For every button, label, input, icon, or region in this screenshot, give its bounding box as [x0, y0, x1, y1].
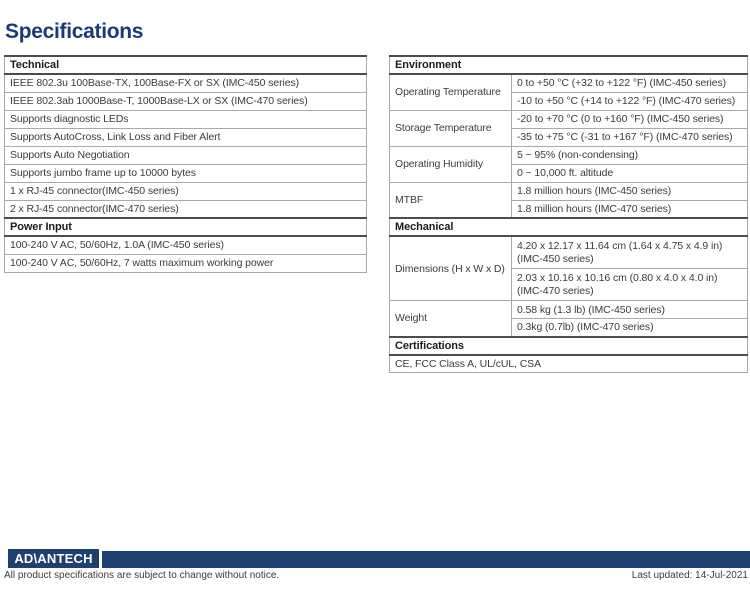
- spec-value: 100-240 V AC, 50/60Hz, 7 watts maximum working power: [5, 254, 367, 272]
- spec-label: Storage Temperature: [390, 110, 512, 146]
- spec-value: Supports diagnostic LEDs: [5, 110, 367, 128]
- table-row: [5, 254, 367, 272]
- table-section-header: [390, 56, 748, 74]
- table-row: [5, 182, 367, 200]
- table-row: [5, 146, 367, 164]
- table-section-header: [390, 337, 748, 355]
- page-title: Specifications: [5, 20, 144, 43]
- spec-value: 1 x RJ-45 connector(IMC-450 series): [5, 182, 367, 200]
- spec-label: MTBF: [390, 182, 512, 218]
- footer-brand-bar: [102, 551, 750, 568]
- technical-table: [4, 55, 367, 273]
- table-row: [390, 236, 748, 269]
- section-header-power-input: Power Input: [5, 218, 367, 236]
- table-section-header: [390, 218, 748, 236]
- spec-value: CE, FCC Class A, UL/cUL, CSA: [390, 355, 748, 373]
- table-row: [5, 236, 367, 254]
- spec-value: 1.8 million hours (IMC-470 series): [512, 200, 748, 218]
- spec-value: 0.3kg (0.7lb) (IMC-470 series): [512, 319, 748, 337]
- spec-value: -20 to +70 °C (0 to +160 °F) (IMC-450 series): [512, 110, 748, 128]
- table-row: [390, 182, 748, 200]
- spec-value: 4.20 x 12.17 x 11.64 cm (1.64 x 4.75 x 4.9 in) (IMC-450 series): [512, 236, 748, 269]
- table-row: [5, 164, 367, 182]
- spec-value: Supports jumbo frame up to 10000 bytes: [5, 164, 367, 182]
- table-row: [5, 200, 367, 218]
- spec-value: 0 to +50 °C (+32 to +122 °F) (IMC-450 series): [512, 74, 748, 92]
- spec-value: 5 ~ 95% (non-condensing): [512, 146, 748, 164]
- spec-value: -35 to +75 °C (-31 to +167 °F) (IMC-470 series): [512, 128, 748, 146]
- section-header-technical: Technical: [5, 56, 367, 74]
- spec-value: IEEE 802.3u 100Base-TX, 100Base-FX or SX (IMC-450 series): [5, 74, 367, 92]
- table-row: [390, 74, 748, 92]
- table-row: [5, 128, 367, 146]
- spec-value: 2 x RJ-45 connector(IMC-470 series): [5, 200, 367, 218]
- spec-value: Supports AutoCross, Link Loss and Fiber Alert: [5, 128, 367, 146]
- table-row: [5, 92, 367, 110]
- spec-value: Supports Auto Negotiation: [5, 146, 367, 164]
- footer-disclaimer: All product specifications are subject to change without notice.: [4, 570, 280, 581]
- table-row: [5, 74, 367, 92]
- footer-text-row: [4, 570, 748, 581]
- spec-value: -10 to +50 °C (+14 to +122 °F) (IMC-470 series): [512, 92, 748, 110]
- table-row: [5, 110, 367, 128]
- spec-value: 1.8 million hours (IMC-450 series): [512, 182, 748, 200]
- section-header-mechanical: Mechanical: [390, 218, 748, 236]
- table-section-header: [5, 56, 367, 74]
- table-row: [390, 146, 748, 164]
- section-header-certifications: Certifications: [390, 337, 748, 355]
- footer-last-updated: Last updated: 14-Jul-2021: [631, 570, 748, 581]
- advantech-logo: AD\ANTECH: [8, 549, 99, 568]
- section-header-environment: Environment: [390, 56, 748, 74]
- spec-value: 0.58 kg (1.3 lb) (IMC-450 series): [512, 301, 748, 319]
- table-row: [390, 301, 748, 319]
- spec-label: Operating Temperature: [390, 74, 512, 110]
- spec-value: IEEE 802.3ab 1000Base-T, 1000Base-LX or SX (IMC-470 series): [5, 92, 367, 110]
- spec-value: 2.03 x 10.16 x 10.16 cm (0.80 x 4.0 x 4.0 in) (IMC-470 series): [512, 269, 748, 301]
- spec-value: 0 ~ 10,000 ft. altitude: [512, 164, 748, 182]
- table-row: [390, 355, 748, 373]
- environment-table: [389, 55, 748, 373]
- table-row: [390, 110, 748, 128]
- table-section-header: [5, 218, 367, 236]
- spec-label: Operating Humidity: [390, 146, 512, 182]
- spec-value: 100-240 V AC, 50/60Hz, 1.0A (IMC-450 series): [5, 236, 367, 254]
- spec-label: Weight: [390, 301, 512, 337]
- spec-label: Dimensions (H x W x D): [390, 236, 512, 301]
